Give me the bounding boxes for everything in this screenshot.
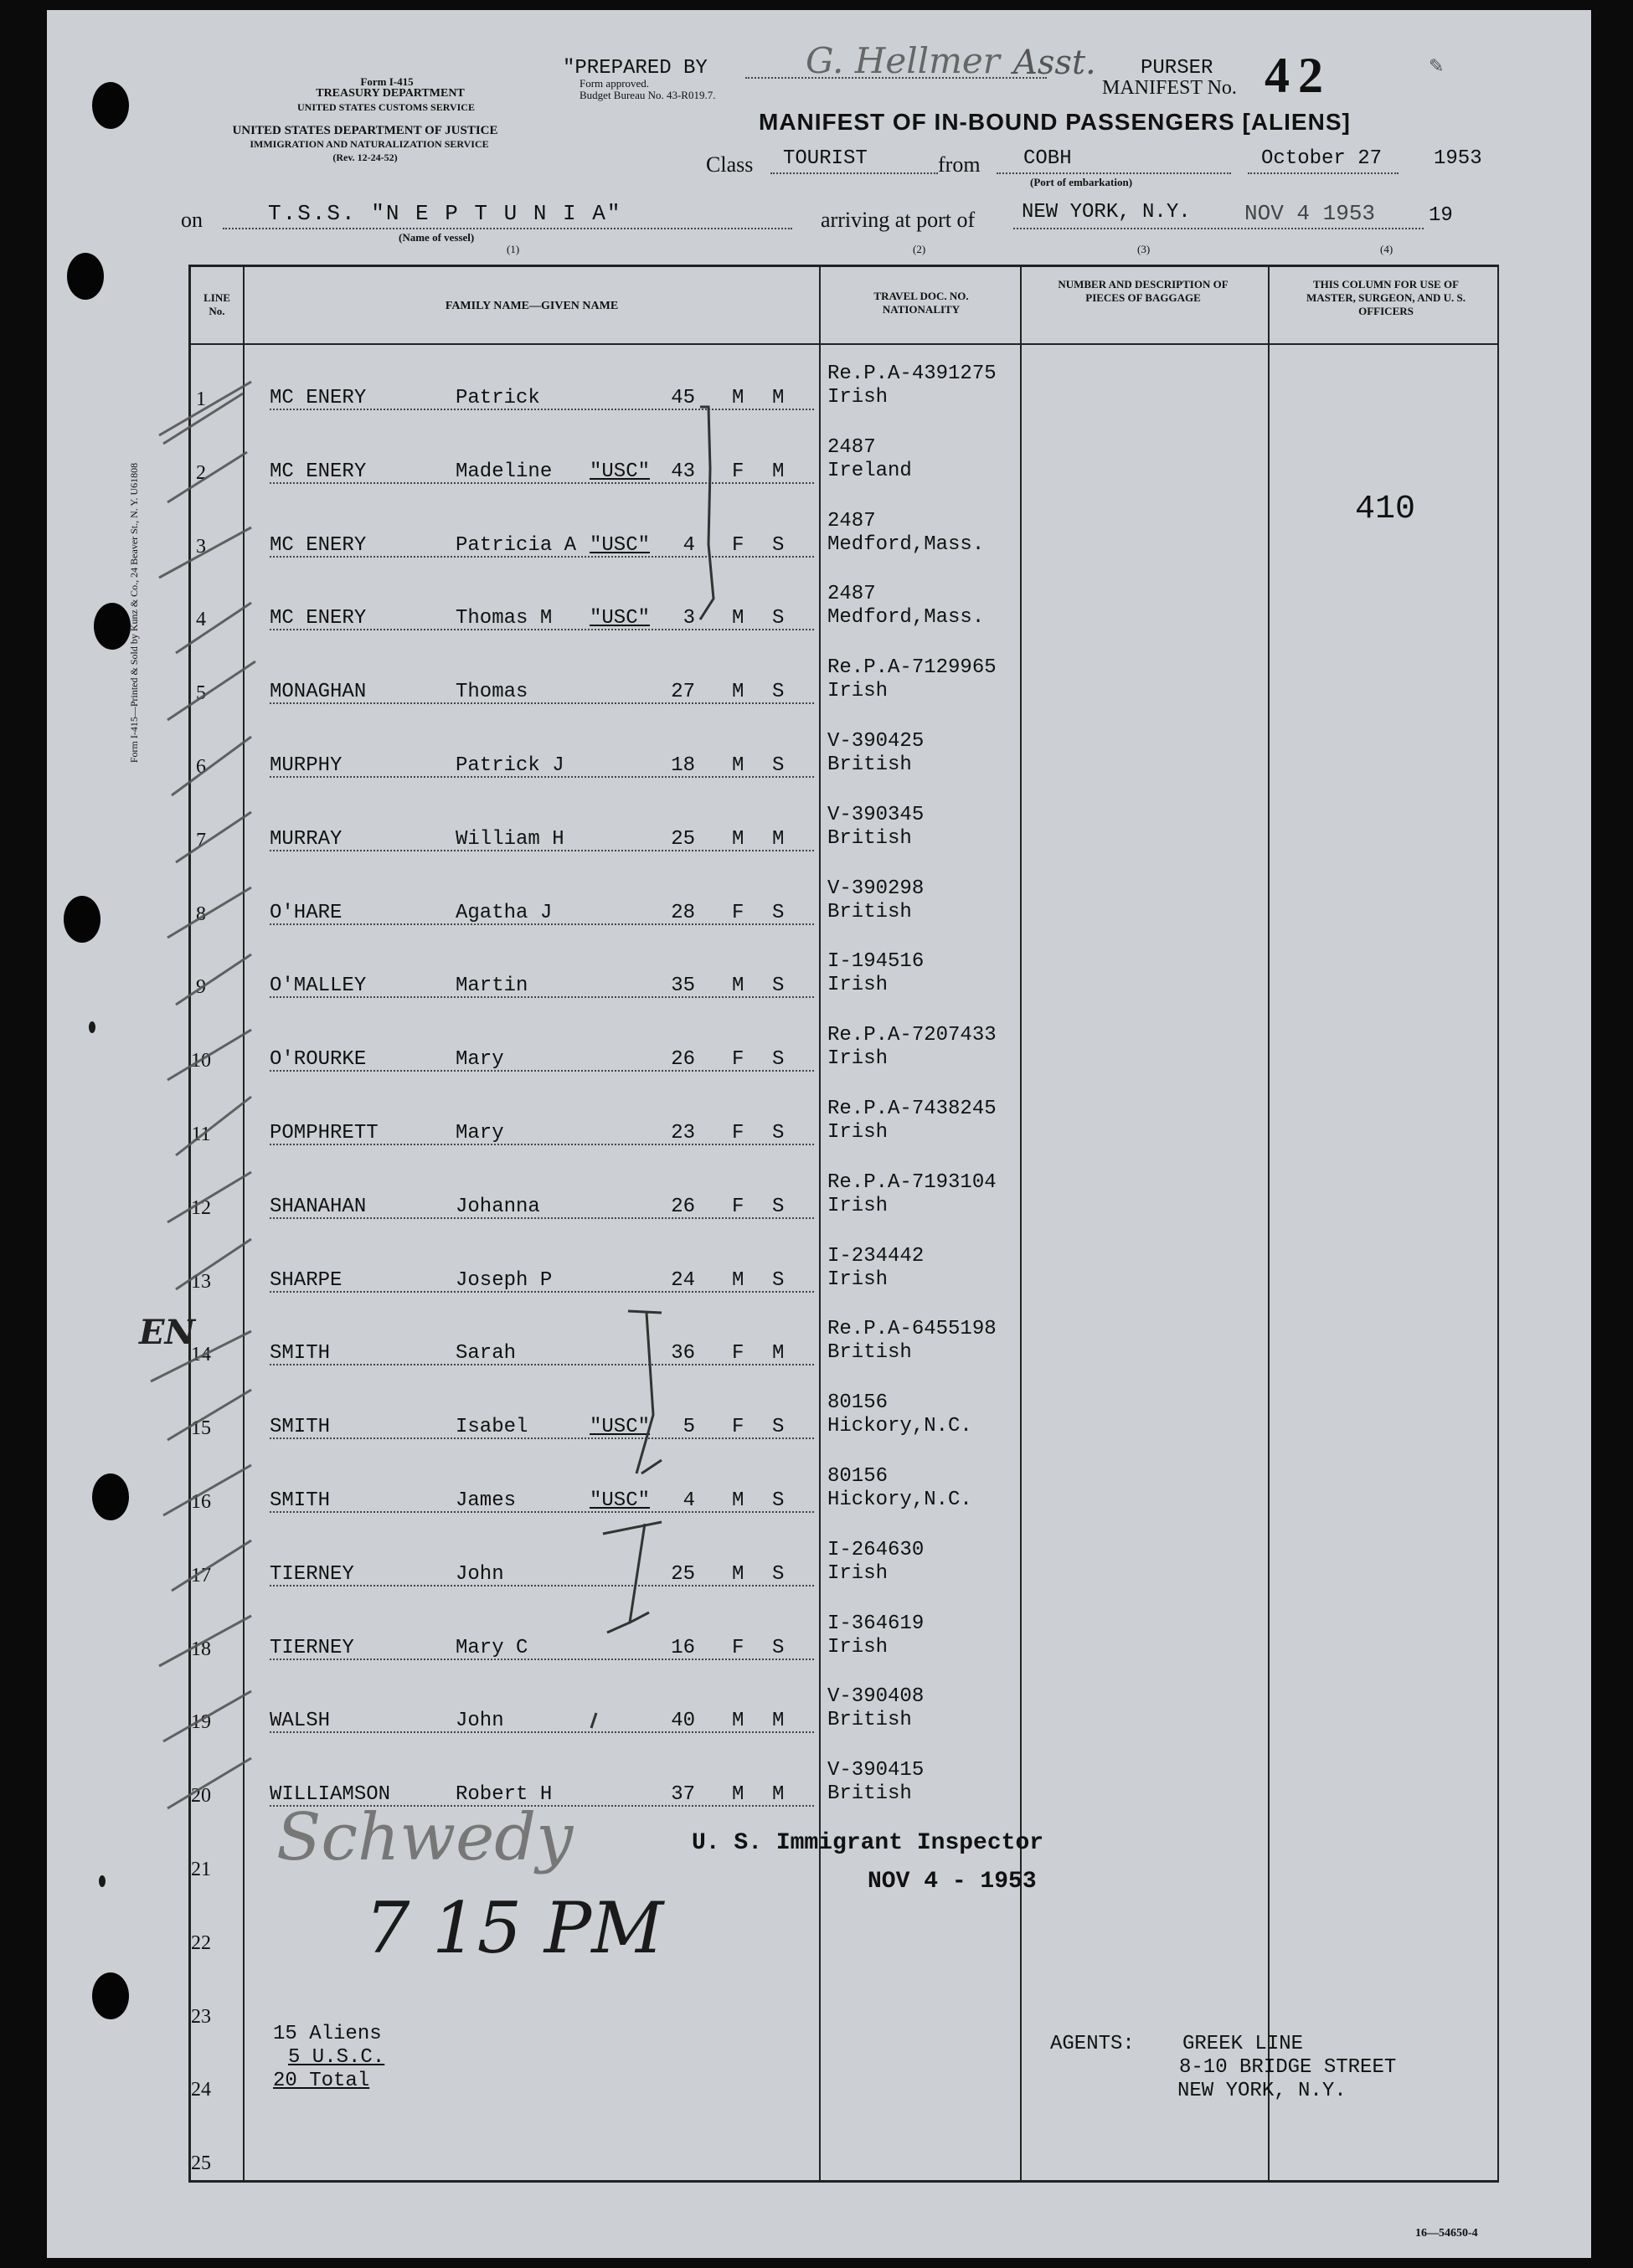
sex: F [732,534,744,557]
usc-marker: "USC" [590,607,651,630]
age: 36 [671,1342,695,1365]
given-name: Agatha J [456,902,553,924]
marital-status: M [772,460,785,483]
given-name: Patrick [456,387,540,409]
sex: F [732,1196,744,1218]
given-name: Madeline [456,460,553,483]
sex: F [732,1048,744,1071]
given-name: Johanna [456,1196,540,1218]
marital-status: S [772,754,785,777]
departure-year: 1953 [1434,147,1482,170]
age: 35 [671,975,695,997]
arrival-port: NEW YORK, N.Y. [1022,201,1191,224]
marital-status: S [772,607,785,630]
nationality: British [827,827,912,850]
nationality: British [827,1709,912,1731]
agents-label: AGENTS: [1050,2033,1135,2055]
nationality: Irish [827,386,889,409]
line-number: 17 [191,1565,211,1587]
family-name: O'MALLEY [270,975,367,997]
manifest-title: MANIFEST OF IN-BOUND PASSENGERS [ALIENS] [759,109,1351,135]
col-header-name: FAMILY NAME—GIVEN NAME [445,300,619,312]
inspector-signature: Schwedy [276,1800,574,1875]
age: 25 [671,1563,695,1586]
col-header-line-no: LINE No. [203,291,230,317]
marital-status: M [772,1710,785,1732]
line-number: 9 [196,976,206,998]
line-number: 3 [196,536,206,558]
age: 23 [671,1122,695,1144]
given-name: James [456,1489,517,1512]
class-label: Class [706,152,754,177]
travel-doc-number: Re.P.A-7193104 [827,1171,997,1194]
line-number: 7 [196,830,206,851]
manifest-no: 42 [1265,48,1332,103]
line-number: 20 [191,1785,211,1807]
given-name: John [456,1563,504,1586]
family-name: MONAGHAN [270,681,367,703]
line-number: 24 [191,2079,211,2101]
age: 37 [671,1783,695,1806]
marital-status: S [772,534,785,557]
inspector-stamp-line1: U. S. Immigrant Inspector [692,1830,1044,1856]
agents-line1: GREEK LINE [1182,2033,1304,2055]
totals-usc: 5 U.S.C. [288,2046,385,2069]
prepared-by-signature: G. Hellmer [806,40,1000,81]
age: 45 [671,387,695,409]
given-name: Mary [456,1048,504,1071]
given-name: William H [456,828,564,851]
form-number: Form I-415 [360,75,414,88]
manifest-no-label: MANIFEST No. [1102,77,1237,99]
travel-doc-number: V-390345 [827,804,925,826]
sex: M [732,754,744,777]
marital-status: S [772,1637,785,1659]
travel-doc-number: 2487 [827,436,876,459]
travel-doc-number: 80156 [827,1391,889,1414]
line-number: 21 [191,1859,211,1880]
given-name: Mary C [456,1637,528,1659]
given-name: Mary [456,1122,504,1144]
sex: F [732,1122,744,1144]
usc-marker: "USC" [590,1489,651,1512]
sex: F [732,902,744,924]
family-name: TIERNEY [270,1563,354,1586]
family-name: O'ROURKE [270,1048,367,1071]
ins: IMMIGRATION AND NATURALIZATION SERVICE [250,138,489,150]
age: 25 [671,828,695,851]
line-number: 8 [196,903,206,925]
sex: M [732,681,744,703]
col-header-travel-doc: TRAVEL DOC. NO. NATIONALITY [873,290,969,316]
travel-doc-number: 2487 [827,510,876,532]
nationality: Irish [827,1562,889,1585]
given-name: Patricia A [456,534,577,557]
sex: M [732,828,744,851]
line-number: 19 [191,1711,211,1733]
arrival-year-suffix: 19 [1429,204,1453,227]
agents-line3: NEW YORK, N.Y. [1177,2080,1347,2102]
travel-doc-number: Re.P.A-7438245 [827,1098,997,1120]
sex: M [732,975,744,997]
line-number: 11 [191,1124,211,1145]
col-marker-4: (4) [1380,243,1393,255]
arrival-stamp: NOV 4 1953 [1244,201,1376,226]
usc-marker: "USC" [590,1416,651,1438]
col-marker-2: (2) [913,243,926,255]
age: 26 [671,1048,695,1071]
arriving-label: arriving at port of [821,208,976,232]
travel-doc-number: V-390425 [827,730,925,753]
family-name: MURRAY [270,828,343,851]
family-name: TIERNEY [270,1637,354,1659]
nationality: British [827,1341,912,1364]
nationality: Medford,Mass. [827,606,985,629]
marital-status: S [772,1269,785,1292]
nationality: Irish [827,1047,889,1070]
usc-marker: "USC" [590,534,651,557]
travel-doc-number: I-364619 [827,1612,925,1635]
age: 18 [671,754,695,777]
given-name: Joseph P [456,1269,553,1292]
line-number: 13 [191,1271,211,1293]
marital-status: S [772,1416,785,1438]
family-name: MC ENERY [270,460,367,483]
marital-status: S [772,1122,785,1144]
treasury-dept: TREASURY DEPARTMENT [316,87,465,100]
given-name: Thomas [456,681,528,703]
family-name: POMPHRETT [270,1122,379,1144]
sex: M [732,607,744,630]
nationality: British [827,753,912,776]
footer-code: 16—54650-4 [1415,2227,1478,2240]
sex: M [732,1710,744,1732]
tally-slashes [151,382,255,1808]
port-caption: (Port of embarkation) [1030,176,1133,188]
line-number: 12 [191,1197,211,1219]
nationality: Ireland [827,460,912,482]
line-number: 4 [196,609,206,630]
family-name: MC ENERY [270,534,367,557]
age: 28 [671,902,695,924]
travel-doc-number: 2487 [827,583,876,605]
marital-status: S [772,902,785,924]
from-value: COBH [1023,147,1072,170]
nationality: Irish [827,680,889,702]
age: 26 [671,1196,695,1218]
sex: F [732,1637,744,1659]
family-name: MURPHY [270,754,343,777]
sex: F [732,1342,744,1365]
travel-doc-number: I-234442 [827,1245,925,1268]
nationality: Irish [827,1636,889,1659]
totals-aliens: 15 Aliens [273,2023,382,2045]
travel-doc-number: Re.P.A-4391275 [827,363,997,385]
given-name: Thomas M [456,607,553,630]
travel-doc-number: Re.P.A-6455198 [827,1318,997,1340]
nationality: Irish [827,1195,889,1217]
side-print: Form I-415—Printed & Sold by Kunz & Co., 24 Beaver St., N. Y. U61808 [128,462,140,764]
family-name: SMITH [270,1416,331,1438]
travel-doc-number: Re.P.A-7129965 [827,656,997,679]
line-number: 15 [191,1417,211,1439]
age: 16 [671,1637,695,1659]
nationality: Medford,Mass. [827,533,985,556]
age: 5 [683,1416,695,1438]
col-marker-3: (3) [1137,243,1151,255]
travel-doc-number: I-194516 [827,950,925,973]
budget-bureau: Budget Bureau No. 43-R019.7. [580,89,716,101]
given-name: John [456,1710,504,1732]
sex: M [732,1489,744,1512]
on-label: on [181,208,203,232]
col-marker-1: (1) [507,243,520,255]
nationality: Hickory,N.C. [827,1415,972,1437]
vessel-caption: (Name of vessel) [399,231,475,244]
marital-status: S [772,681,785,703]
officer-note: 410 [1355,491,1416,528]
line-number: 10 [191,1050,211,1072]
given-name: Robert H [456,1783,553,1806]
family-name: O'HARE [270,902,343,924]
revision: (Rev. 12-24-52) [332,152,398,163]
usc-marker: "USC" [590,460,651,483]
family-name: SMITH [270,1489,331,1512]
marital-status: S [772,1489,785,1512]
given-name: Martin [456,975,528,997]
line-number: 18 [191,1638,211,1660]
family-name: MC ENERY [270,387,367,409]
margin-note: EN [139,1313,196,1352]
time-note: 7 15 PM [365,1887,664,1969]
col-header-officers: THIS COLUMN FOR USE OF MASTER, SURGEON, AND U. S. OFFICERS [1306,278,1466,317]
nationality: British [827,901,912,923]
age: 4 [683,534,695,557]
class-value: TOURIST [783,147,868,170]
prepared-by-title: Asst. [1013,44,1096,82]
from-label: from [938,152,981,177]
family-name: WILLIAMSON [270,1783,391,1806]
sex: M [732,1783,744,1806]
nationality: Irish [827,1121,889,1144]
given-name: Sarah [456,1342,517,1365]
age: 40 [671,1710,695,1732]
sex: M [732,387,744,409]
family-name: SMITH [270,1342,331,1365]
line-number: 23 [191,2006,211,2028]
form-approved: Form approved. [580,77,650,90]
family-name: SHARPE [270,1269,343,1292]
justice-dept: UNITED STATES DEPARTMENT OF JUSTICE [232,124,498,137]
sex: F [732,460,744,483]
marital-status: M [772,1342,785,1365]
family-name: WALSH [270,1710,331,1732]
line-number: 22 [191,1932,211,1954]
line-number: 5 [196,682,206,704]
sex: M [732,1563,744,1586]
prepared-by-label: "PREPARED BY [563,57,708,80]
sex: M [732,1269,744,1292]
travel-doc-number: V-390298 [827,877,925,900]
marital-status: S [772,975,785,997]
nationality: Irish [827,1268,889,1291]
vessel-name: T.S.S. "N E P T U N I A" [268,201,622,226]
nationality: British [827,1782,912,1805]
age: 3 [683,607,695,630]
line-number: 6 [196,756,206,778]
inspector-stamp-date: NOV 4 - 1953 [868,1869,1037,1895]
sex: F [732,1416,744,1438]
marital-status: M [772,1783,785,1806]
family-name: SHANAHAN [270,1196,367,1218]
marital-status: M [772,828,785,851]
marital-status: M [772,387,785,409]
given-name: Patrick J [456,754,564,777]
line-number: 1 [196,388,206,410]
totals-total: 20 Total [273,2070,370,2092]
pencil-mark: ✎ [1429,55,1445,76]
travel-doc-number: I-264630 [827,1539,925,1561]
age: 43 [671,460,695,483]
age: 24 [671,1269,695,1292]
agents-line2: 8-10 BRIDGE STREET [1179,2056,1397,2079]
age: 27 [671,681,695,703]
travel-doc-number: V-390415 [827,1759,925,1782]
line-number: 2 [196,462,206,484]
travel-doc-number: 80156 [827,1465,889,1488]
marital-status: S [772,1196,785,1218]
line-number: 14 [191,1344,211,1365]
family-name: MC ENERY [270,607,367,630]
customs-service: UNITED STATES CUSTOMS SERVICE [297,101,475,113]
travel-doc-number: V-390408 [827,1685,925,1708]
nationality: Irish [827,974,889,996]
nationality: Hickory,N.C. [827,1489,972,1511]
travel-doc-number: Re.P.A-7207433 [827,1024,997,1047]
purser-label: PURSER [1141,57,1213,80]
line-number: 16 [191,1491,211,1513]
age: 4 [683,1489,695,1512]
departure-date: October 27 [1261,147,1383,170]
marital-status: S [772,1563,785,1586]
marital-status: S [772,1048,785,1071]
given-name: Isabel [456,1416,528,1438]
line-number: 25 [191,2152,211,2174]
col-header-baggage: NUMBER AND DESCRIPTION OF PIECES OF BAGGAGE [1058,278,1229,304]
